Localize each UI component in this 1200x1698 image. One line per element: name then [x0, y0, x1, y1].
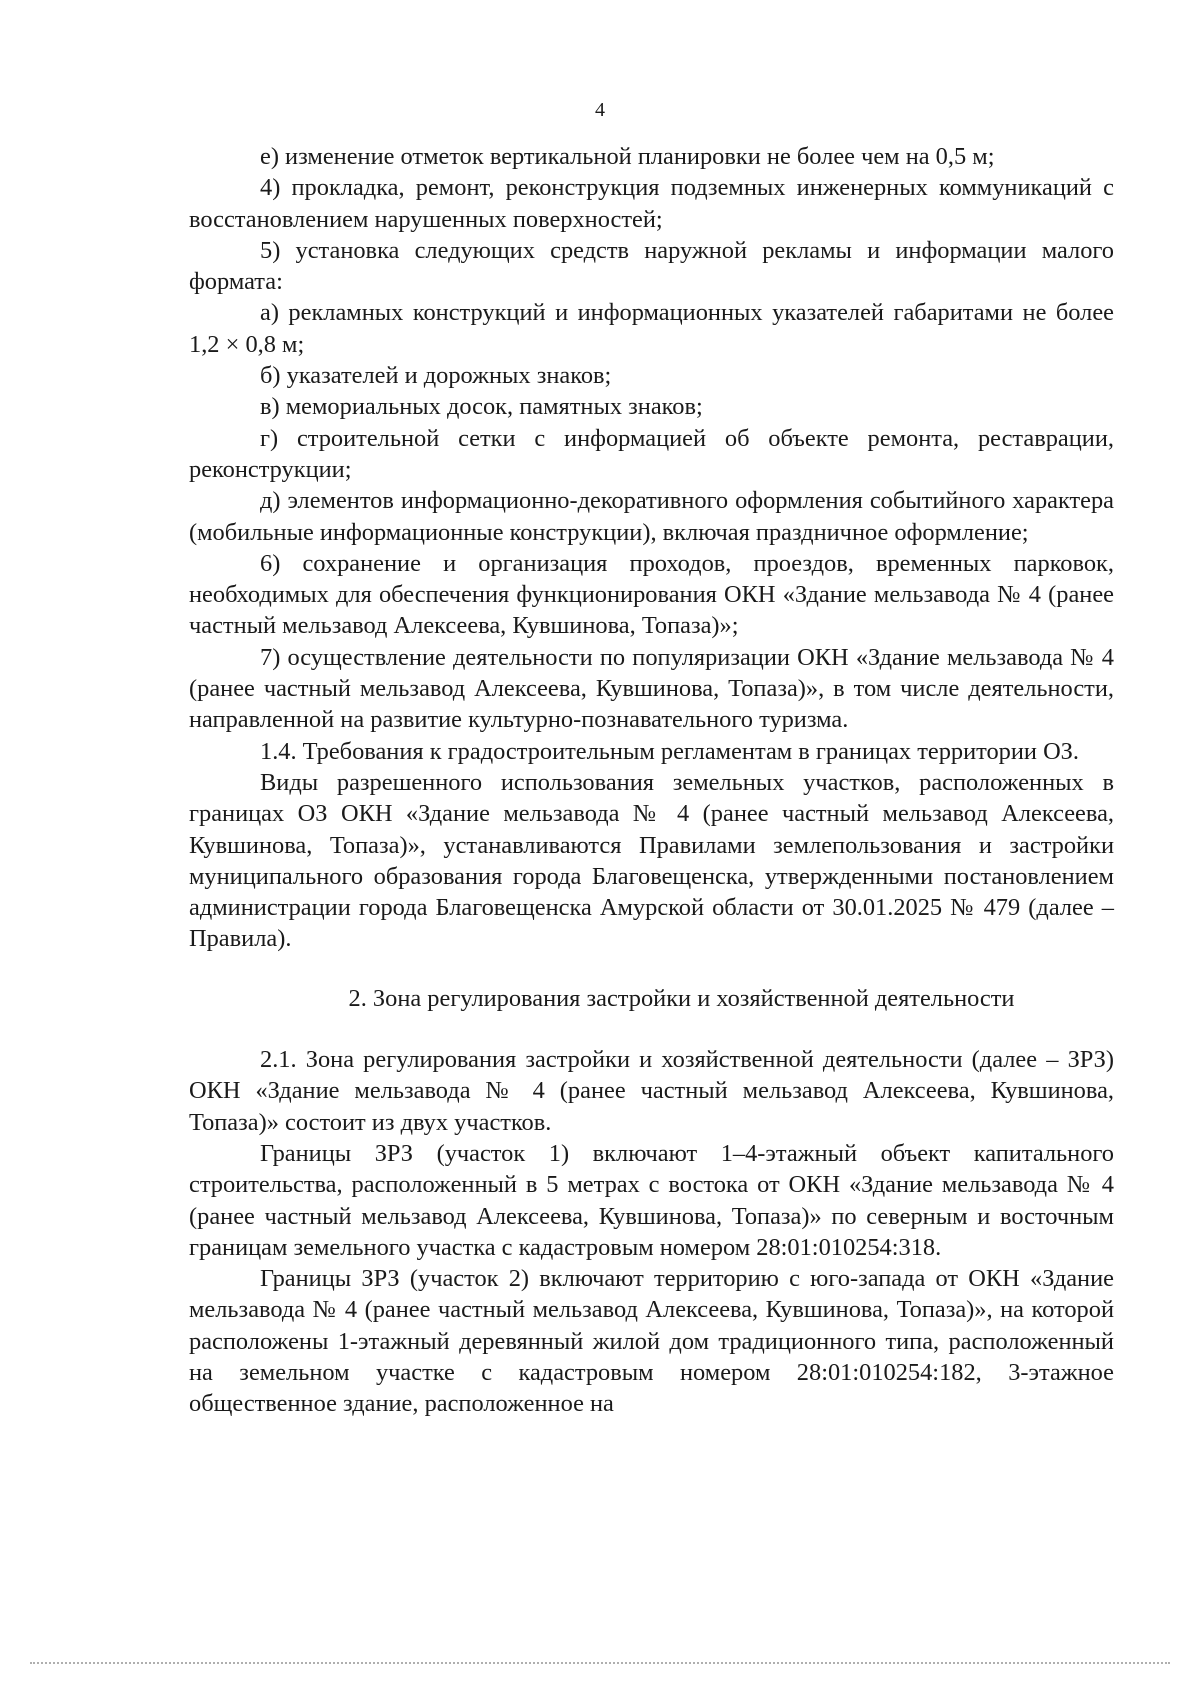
paragraph: в) мемориальных досок, памятных знаков; [260, 393, 703, 421]
section-heading: 2. Зона регулирования застройки и хозяйственной деятельности [348, 984, 1015, 1012]
paragraph: д) элементов информационно-декоративного оформления событийного характера (мобильные информационные конструкции), включая праздничное оформление; [189, 487, 1114, 546]
paragraph: 4) прокладка, ремонт, реконструкция подземных инженерных коммуникаций с восстановлением нарушенных поверхностей; [189, 174, 1114, 233]
paragraph: Виды разрешенного использования земельных участков, расположенных в границах ОЗ ОКН «Здание мельзавода № 4 (ранее частный мельзавод Алексеева, Кувшинова, Топаза)», устанавливаются Правилами землепользования и застройки муниципального образования города Благовещенска, утвержденными постановлением администрации города Благовещенска Амурской области от 30.01.2025 № 479 (далее – Правила). [189, 768, 1114, 953]
paragraph: Границы ЗРЗ (участок 1) включают 1–4-этажный объект капитального строительства, расположенный в 5 метрах с востока от ОКН «Здание мельзавода № 4 (ранее частный мельзавод Алексеева, Кувшинова, Топаза)» по северным и восточным границам земельного участка с кадастровым номером 28:01:010254:318. [189, 1139, 1114, 1261]
paragraph: г) строительной сетки с информацией об объекте ремонта, реставрации, реконструкции; [189, 424, 1114, 483]
paragraph: Границы ЗРЗ (участок 2) включают территорию с юго-запада от ОКН «Здание мельзавода № 4 (ранее частный мельзавод Алексеева, Кувшинова, Топаза)», на которой расположены 1-этажный деревянный жилой дом традиционного типа, расположенный на земельном участке с кадастровым номером 28:01:010254:182, 3-этажное общественное здание, расположенное на [189, 1265, 1114, 1418]
paragraph: е) изменение отметок вертикальной планировки не более чем на 0,5 м; [260, 143, 995, 170]
paragraph: 6) сохранение и организация проходов, проездов, временных парковок, необходимых для обеспечения функционирования ОКН «Здание мельзавода № 4 (ранее частный мельзавод Алексеева, Кувшинова, Топаза)»; [189, 549, 1114, 640]
paragraph: а) рекламных конструкций и информационных указателей габаритами не более 1,2 × 0,8 м; [189, 299, 1114, 358]
page-number: 4 [595, 99, 605, 121]
paragraph: 5) установка следующих средств наружной рекламы и информации малого формата: [189, 236, 1114, 296]
scan-edge-line [30, 1662, 1170, 1664]
document-body [189, 141, 1114, 1420]
paragraph: 7) осуществление деятельности по популяризации ОКН «Здание мельзавода № 4 (ранее частный мельзавод Алексеева, Кувшинова, Топаза)», в том числе деятельности, направленной на развитие культурно-познавательного туризма. [189, 643, 1114, 734]
paragraph: 1.4. Требования к градостроительным регламентам в границах территории ОЗ. [260, 737, 1080, 765]
paragraph: б) указателей и дорожных знаков; [260, 362, 612, 390]
paragraph: 2.1. Зона регулирования застройки и хозяйственной деятельности (далее – ЗРЗ) ОКН «Здание мельзавода № 4 (ранее частный мельзавод Алексеева, Кувшинова, Топаза)» состоит из двух участков. [189, 1046, 1114, 1136]
